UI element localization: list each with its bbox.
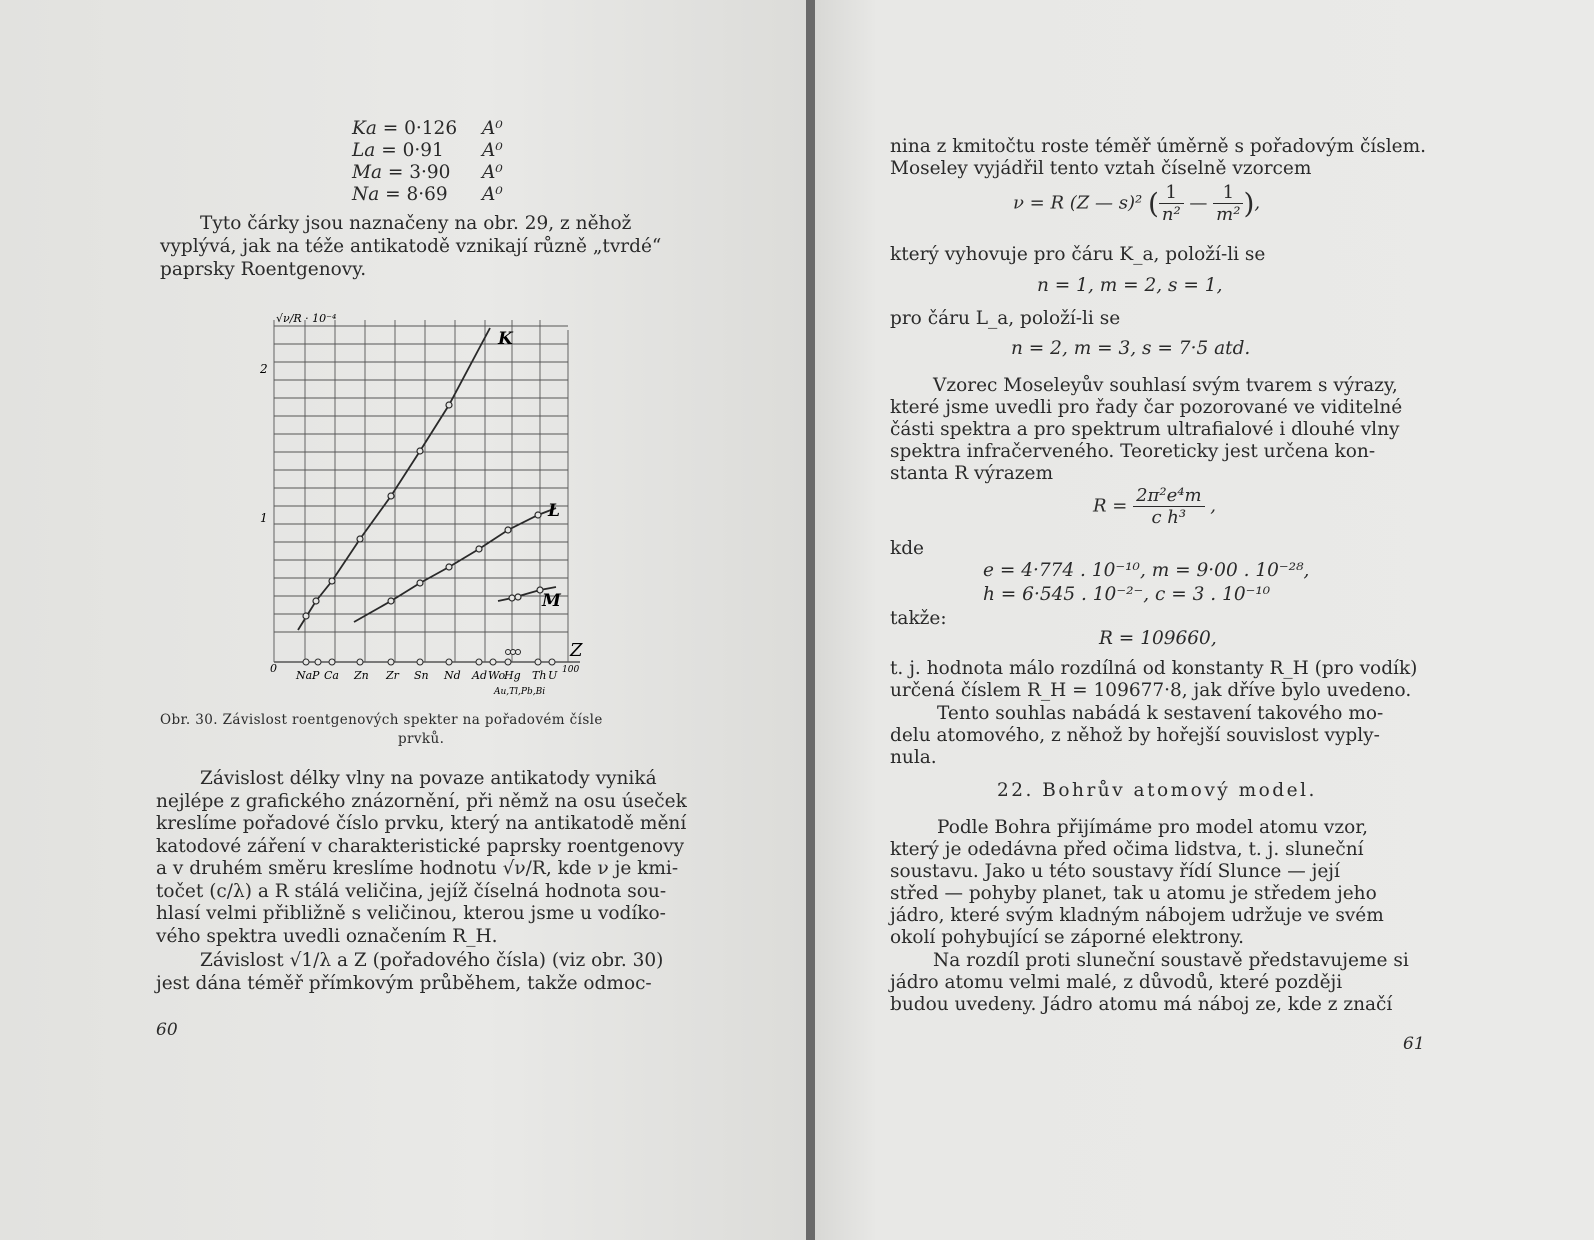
x-tick: Zr bbox=[386, 669, 399, 682]
text-line: Podle Bohra přijímáme pro model atomu vzor, bbox=[937, 817, 1368, 838]
text-line: jádro atomu velmi malé, z důvodů, které později bbox=[890, 972, 1343, 993]
right-page bbox=[815, 0, 1594, 1240]
series-unit: A⁰ bbox=[482, 184, 503, 205]
series-line: Ka = 0·126 bbox=[352, 118, 458, 139]
figure-grid bbox=[274, 320, 580, 662]
text-line: nula. bbox=[890, 747, 937, 768]
constants-2: h = 6·545 . 10⁻²⁻, c = 3 . 10⁻¹⁰ bbox=[983, 584, 1271, 605]
text-line: Závislost délky vlny na povaze antikatody vyniká bbox=[200, 768, 657, 789]
moseley-formula: ν = R (Z — s)² ( $\frac{1}{\text{n²}}$ — $\frac{1}{\text{m²}}$ ), bbox=[1013, 182, 1261, 225]
x-tick: Wo bbox=[488, 669, 506, 682]
x-tick: Nd bbox=[444, 669, 461, 682]
x-axis-end: 100 bbox=[562, 665, 580, 675]
text-line: části spektra a pro spektrum ultrafialové i dlouhé vlny bbox=[890, 419, 1400, 440]
x-tick-labels bbox=[295, 665, 579, 697]
frac-num: 1 bbox=[1159, 182, 1184, 204]
R-den: c h³ bbox=[1151, 507, 1187, 528]
text-line: okolí pohybující se záporné elektrony. bbox=[890, 927, 1245, 948]
frac-den-m: m² bbox=[1216, 204, 1241, 225]
text-line: hlasí velmi přibližně s veličinou, kterou jsme u vodíko- bbox=[156, 903, 666, 924]
series-line: Ma = 3·90 bbox=[352, 162, 451, 183]
text-line: takže: bbox=[890, 608, 947, 629]
page-number: 60 bbox=[156, 1020, 178, 1040]
R-formula: R = $\frac{\text{2π²e⁴m}}{\text{c h³}}$ , bbox=[1093, 485, 1216, 528]
series-lines bbox=[298, 328, 556, 630]
text-line: a v druhém směru kreslíme hodnotu √ν/R, kde ν je kmi- bbox=[156, 858, 679, 879]
text-line: který vyhovuje pro čáru K_a, položí-li se bbox=[890, 244, 1266, 265]
x-tick: Hg bbox=[504, 669, 521, 682]
x-tick: Sn bbox=[414, 669, 429, 682]
y-axis-label: √ν/R · 10⁻⁴ bbox=[276, 312, 337, 325]
text-line: Tyto čárky jsou naznačeny na obr. 29, z něhož bbox=[200, 213, 632, 234]
line-label-K: K bbox=[498, 329, 513, 349]
text-line: který je odedávna před očima lidstva, t. j. sluneční bbox=[890, 839, 1364, 860]
x-tick: Th bbox=[532, 669, 547, 682]
text-line: nejlépe z grafického znázornění, při němž na osu úseček bbox=[156, 791, 687, 812]
text-line: které jsme uvedli pro řady čar pozorované ve viditelné bbox=[890, 397, 1403, 418]
text-line: nina z kmitočtu roste téměř úměrně s pořadovým číslem. bbox=[890, 136, 1427, 157]
x-tick: U bbox=[548, 669, 558, 682]
series-unit: A⁰ bbox=[482, 162, 503, 183]
constants-1: e = 4·774 . 10⁻¹⁰, m = 9·00 . 10⁻²⁸, bbox=[983, 560, 1310, 581]
text-line: Tento souhlas nabádá k sestavení takového mo- bbox=[937, 703, 1384, 724]
text-line: soustavu. Jako u této soustavy řídí Slunce — její bbox=[890, 861, 1340, 882]
text-line: Vzorec Moseleyův souhlasí svým tvarem s výrazy, bbox=[933, 375, 1398, 396]
text-line: střed — pohyby planet, tak u atomu je středem jeho bbox=[890, 883, 1377, 904]
figure-30 bbox=[250, 300, 610, 710]
x-tick: Ad bbox=[472, 669, 487, 682]
text-line: kreslíme pořadové číslo prvku, který na antikatodě mění bbox=[156, 813, 687, 834]
figure-caption: prvků. bbox=[398, 731, 445, 747]
x-sub-label: Au,Tl,Pb,Bi bbox=[494, 687, 546, 697]
text-line: jádro, které svým kladným nábojem udržuje ve svém bbox=[890, 905, 1384, 926]
y-tick-1: 1 bbox=[260, 511, 268, 525]
text-line: delu atomového, z něhož by hořejší souvislost vyply- bbox=[890, 725, 1380, 746]
R-num: 2π²e⁴m bbox=[1133, 485, 1204, 507]
text-line: budou uvedeny. Jádro atomu má náboj ze, kde z značí bbox=[890, 994, 1393, 1015]
text-line: točet (c/λ) a R stálá veličina, jejíž číselná hodnota sou- bbox=[156, 881, 667, 902]
condition-L: n = 2, m = 3, s = 7·5 atd. bbox=[1011, 338, 1251, 359]
x-axis-label: Z bbox=[570, 640, 583, 661]
text-line: spektra infračerveného. Teoreticky jest určena kon- bbox=[890, 441, 1376, 462]
x-tick: Zn bbox=[354, 669, 369, 682]
figure-caption: Obr. 30. Závislost roentgenových spekter na pořadovém čísle bbox=[160, 712, 603, 728]
series-line-K bbox=[298, 328, 490, 630]
line-label-L: L bbox=[548, 501, 560, 521]
text-line: vého spektra uvedli označením R_H. bbox=[156, 926, 498, 947]
line-label-M: M bbox=[542, 591, 561, 611]
text-line: stanta R výrazem bbox=[890, 463, 1054, 484]
section-heading: 22. Bohrův atomový model. bbox=[997, 780, 1317, 801]
R-lhs: R = bbox=[1093, 495, 1128, 517]
condition-K: n = 1, m = 2, s = 1, bbox=[1037, 275, 1223, 296]
text-line: katodové záření v charakteristické paprsky roentgenovy bbox=[156, 836, 685, 857]
text-line: Na rozdíl proti sluneční soustavě představujeme si bbox=[933, 950, 1409, 971]
x-tick: Ca bbox=[324, 669, 339, 682]
formula-lhs: ν = R (Z — s)² bbox=[1013, 192, 1143, 214]
text-line: kde bbox=[890, 538, 925, 559]
text-line: paprsky Roentgenovy. bbox=[160, 259, 367, 280]
text-line: vyplývá, jak na téže antikatodě vznikají různě „tvrdé“ bbox=[160, 236, 662, 257]
text-line: t. j. hodnota málo rozdílná od konstanty R_H (pro vodík) bbox=[890, 658, 1418, 679]
series-line: Na = 8·69 bbox=[352, 184, 448, 205]
frac-num: 1 bbox=[1213, 182, 1243, 204]
R-value: R = 109660, bbox=[1099, 628, 1217, 649]
page-number: 61 bbox=[1403, 1034, 1425, 1054]
text-line: určená číslem R_H = 109677·8, jak dříve bylo uvedeno. bbox=[890, 680, 1412, 701]
text-line: jest dána téměř přímkovým průběhem, takže odmoc- bbox=[156, 973, 652, 994]
x-tick: P bbox=[312, 669, 320, 682]
text-line: Závislost √1/λ a Z (pořadového čísla) (viz obr. 30) bbox=[200, 950, 664, 971]
frac-den-n: n² bbox=[1161, 204, 1181, 225]
origin-label: 0 bbox=[270, 662, 277, 675]
text-line: Moseley vyjádřil tento vztah číselně vzorcem bbox=[890, 158, 1312, 179]
series-unit: A⁰ bbox=[482, 118, 503, 139]
y-tick-2: 2 bbox=[260, 362, 268, 376]
text-line: pro čáru L_a, položí-li se bbox=[890, 308, 1121, 329]
data-points bbox=[303, 402, 543, 619]
x-tick: Na bbox=[296, 669, 313, 682]
series-line: La = 0·91 bbox=[352, 140, 444, 161]
series-unit: A⁰ bbox=[482, 140, 503, 161]
